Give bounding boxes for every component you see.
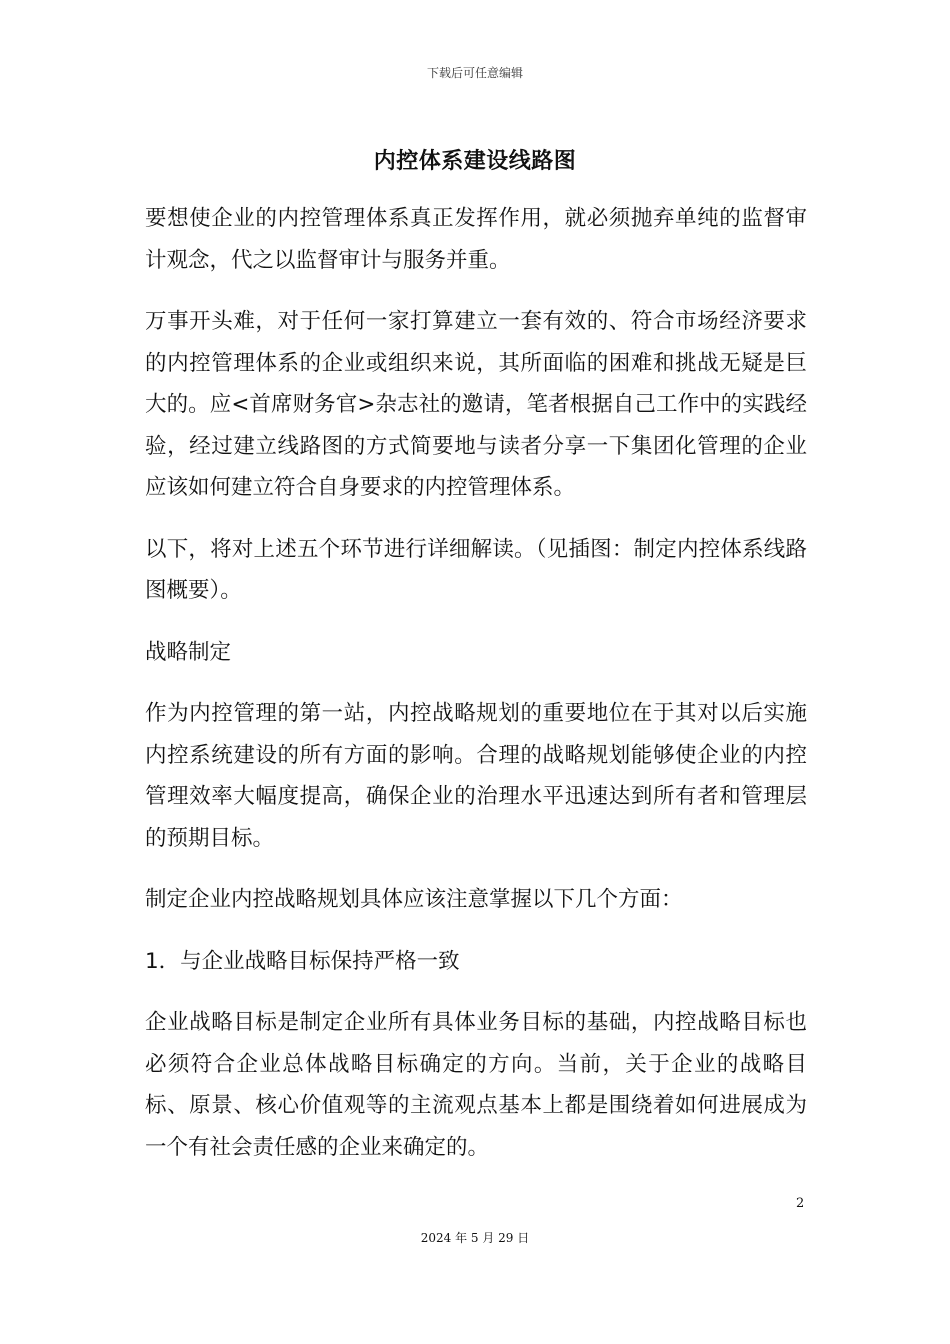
document-title: 内控体系建设线路图: [373, 149, 577, 174]
list-item-1: 1．与企业战略目标保持严格一致: [145, 948, 460, 974]
document-body: [145, 198, 807, 1188]
paragraph-overview: 以下，将对上述五个环节进行详细解读。（见插图：制定内控体系线路图概要）。: [145, 536, 807, 603]
paragraph-intro: 要想使企业的内控管理体系真正发挥作用，就必须抛弃单纯的监督审计观念，代之以监督审计与服务并重。: [145, 206, 807, 273]
page-footer-date: 2024 年 5 月 29 日: [420, 1231, 530, 1245]
paragraph-background: 万事开头难，对于任何一家打算建立一套有效的、符合市场经济要求的内控管理体系的企业或组织来说，其所面临的困难和挑战无疑是巨大的。应<首席财务官>杂志社的邀请，笔者根据自己工作中的实践经验，经过建立线路图的方式简要地与读者分享一下集团化管理的企业应该如何建立符合自身要求的内控管理体系。: [145, 309, 807, 500]
section-heading-strategy: 战略制定: [145, 639, 232, 665]
paragraph-strategy: 作为内控管理的第一站，内控战略规划的重要地位在于其对以后实施内控系统建设的所有方面的影响。合理的战略规划能够使企业的内控管理效率大幅度提高，确保企业的治理水平迅速达到所有者和管理层的预期目标。: [145, 701, 807, 851]
page-header-note: 下载后可任意编辑: [426, 66, 523, 80]
paragraph-aspects-intro: 制定企业内控战略规划具体应该注意掌握以下几个方面：: [145, 887, 683, 912]
page-number: 2: [796, 1196, 805, 1211]
paragraph-strategic-goals: 企业战略目标是制定企业所有具体业务目标的基础，内控战略目标也必须符合企业总体战略目标确定的方向。当前，关于企业的战略目标、原景、核心价值观等的主流观点基本上都是围绕着如何进展成为一个有社会责任感的企业来确定的。: [145, 1010, 807, 1160]
